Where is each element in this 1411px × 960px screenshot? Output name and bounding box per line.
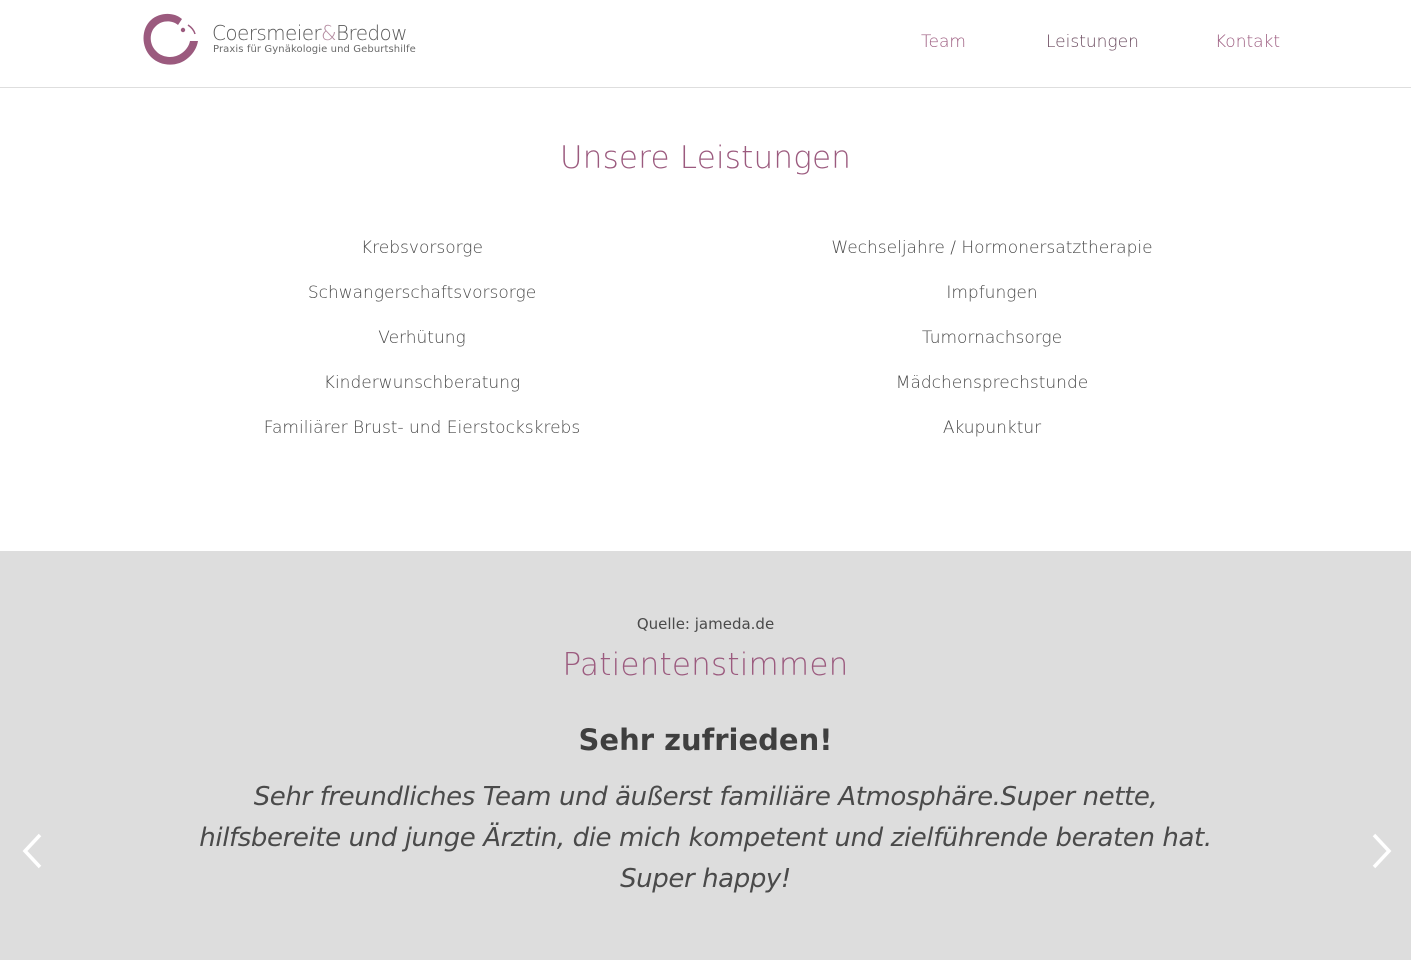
service-item: Schwangerschaftsvorsorge xyxy=(307,283,537,303)
site-header xyxy=(0,0,1411,88)
logo-name: Coersmeier&Bredow xyxy=(212,21,407,45)
carousel-prev-button[interactable] xyxy=(20,831,50,871)
chevron-right-icon xyxy=(1364,831,1394,871)
service-item: Kinderwunschberatung xyxy=(323,373,521,393)
service-item: Impfungen xyxy=(946,283,1038,303)
services-list-left xyxy=(137,236,707,461)
nav-link-leistungen[interactable]: Leistungen xyxy=(1046,32,1139,52)
service-item: Krebsvorsorge xyxy=(361,238,483,258)
quote-text: Sehr freundliches Team und äußerst familiäre Atmosphäre.Super nette, hilfsbereite und junge Ärztin, die mich kompetent und zielführende beraten hat. Super happy! xyxy=(199,782,1212,894)
logo-tagline: Praxis für Gynäkologie und Geburtshilfe xyxy=(213,44,416,55)
logo-link[interactable] xyxy=(136,7,426,71)
service-item: Mädchensprechstunde xyxy=(895,373,1089,393)
service-item: Verhütung xyxy=(378,328,466,348)
carousel-next-button[interactable] xyxy=(1364,831,1394,871)
logo-mark-icon xyxy=(136,7,202,71)
quote-title: Sehr zufrieden! xyxy=(578,723,833,757)
service-item: Wechseljahre / Hormonersatztherapie xyxy=(831,238,1153,258)
service-item: Familiärer Brust- und Eierstockskrebs xyxy=(263,418,581,438)
service-item: Akupunktur xyxy=(942,418,1042,438)
testimonial-source: Quelle: jameda.de xyxy=(636,615,775,633)
testimonials-title: Patientenstimmen xyxy=(562,647,849,683)
testimonials-section xyxy=(0,551,1411,960)
services-title: Unsere Leistungen xyxy=(559,140,852,176)
services-list-right xyxy=(707,236,1277,461)
chevron-left-icon xyxy=(20,831,50,871)
nav-link-kontakt[interactable]: Kontakt xyxy=(1215,32,1281,52)
service-item: Tumornachsorge xyxy=(921,328,1063,348)
nav-link-team[interactable]: Team xyxy=(921,32,966,52)
